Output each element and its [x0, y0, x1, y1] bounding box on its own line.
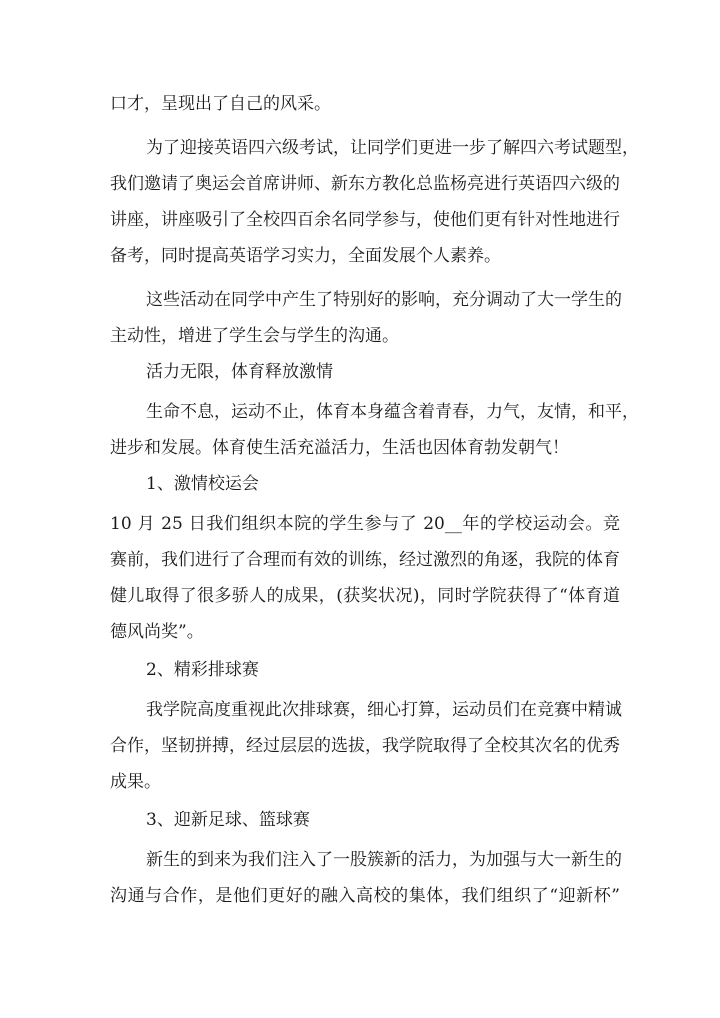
- text-line: 生命不息，运动不止，体育本身蕴含着青春，力气，友情，和平，: [146, 402, 639, 422]
- text-line: 合作，坚韧拼搏，经过层层的选拔，我学院取得了全校其次名的优秀: [110, 736, 620, 756]
- text-line: 活力无限，体育释放激情: [146, 362, 333, 382]
- text-line: 我学院高度重视此次排球赛，细心打算，运动员们在竞赛中精诚: [146, 700, 622, 720]
- text-line: 我们邀请了奥运会首席讲师、新东方教化总监杨亮进行英语四六级的: [110, 174, 620, 194]
- text-line: 赛前，我们进行了合理而有效的训练，经过激烈的角逐，我院的体育: [110, 550, 620, 570]
- text-line: 沟通与合作，是他们更好的融入高校的集体，我们组织了“迎新杯”: [110, 886, 620, 906]
- text-line: 进步和发展。体育使生活充溢活力，生活也因体育勃发朝气！: [110, 438, 569, 458]
- text-line: 1、激情校运会: [146, 474, 259, 494]
- text-line: 为了迎接英语四六级考试，让同学们更进一步了解四六考试题型，: [146, 138, 639, 158]
- text-line: 口才，呈现出了自己的风采。: [110, 94, 331, 114]
- text-line: 成果。: [110, 772, 161, 792]
- text-line: 2、精彩排球赛: [146, 660, 259, 680]
- text-line: 3、迎新足球、篮球赛: [146, 810, 310, 830]
- text-line: 健儿取得了很多骄人的成果，(获奖状况)，同时学院获得了“体育道: [110, 586, 620, 606]
- text-line: 10 月 25 日我们组织本院的学生参与了 20__年的学校运动会。竞: [110, 514, 620, 534]
- text-line: 这些活动在同学中产生了特别好的影响，充分调动了大一学生的: [146, 290, 622, 310]
- text-line: 讲座，讲座吸引了全校四百余名同学参与，使他们更有针对性地进行: [110, 210, 620, 230]
- text-line: 主动性，增进了学生会与学生的沟通。: [110, 326, 399, 346]
- text-line: 备考，同时提高英语学习实力，全面发展个人素养。: [110, 246, 501, 266]
- text-line: 德风尚奖”。: [110, 622, 204, 642]
- text-line: 新生的到来为我们注入了一股簇新的活力，为加强与大一新生的: [146, 850, 622, 870]
